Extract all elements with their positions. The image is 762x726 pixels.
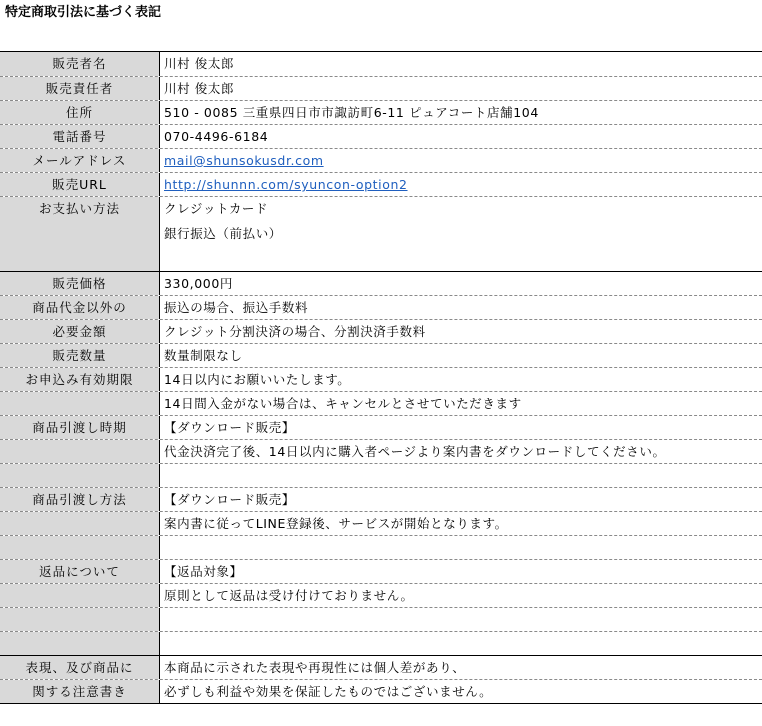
page-title: 特定商取引法に基づく表記 <box>5 5 162 20</box>
row-address <box>0 100 762 124</box>
row-deadline-1 <box>0 367 762 391</box>
row-seller-name <box>0 52 762 76</box>
value-other-cost-1: 振込の場合、振込手数料 <box>164 300 309 315</box>
row-delivery-time-1 <box>0 415 762 439</box>
label-other-cost-2: 必要金額 <box>0 320 160 343</box>
label-phone: 電話番号 <box>0 125 160 148</box>
row-delivery-time-2 <box>0 439 762 463</box>
value-phone: 070-4496-6184 <box>164 129 269 144</box>
label-returns: 返品について <box>0 560 160 583</box>
row-other-cost-2 <box>0 319 762 343</box>
value-delivery-method-2: 案内書に従ってLINE登録後、サービスが開始となります。 <box>164 516 508 531</box>
email-link[interactable]: mail@shunsokusdr.com <box>164 153 324 168</box>
label-price: 販売価格 <box>0 272 160 295</box>
row-payment-method <box>0 196 762 271</box>
row-phone <box>0 124 762 148</box>
value-delivery-time-2: 代金決済完了後、14日以内に購入者ページより案内書をダウンロードしてください。 <box>164 444 666 459</box>
row-responsible <box>0 76 762 100</box>
value-quantity: 数量制限なし <box>164 348 243 363</box>
label-email: メールアドレス <box>0 149 160 172</box>
label-empty <box>0 392 160 415</box>
label-other-cost-1: 商品代金以外の <box>0 296 160 319</box>
row-returns-1 <box>0 559 762 583</box>
label-empty <box>0 440 160 463</box>
row-quantity <box>0 343 762 367</box>
value-notice-2: 必ずしも利益や効果を保証したものではございません。 <box>164 684 493 699</box>
label-seller-name: 販売者名 <box>0 52 160 76</box>
label-empty <box>0 464 160 487</box>
payment-method-1: クレジットカード <box>164 201 269 216</box>
value-returns-1: 【返品対象】 <box>164 564 243 579</box>
value-deadline-1: 14日以内にお願いいたします。 <box>164 372 351 387</box>
row-notice-2 <box>0 679 762 703</box>
row-deadline-2 <box>0 391 762 415</box>
payment-method-2: 銀行振込（前払い） <box>164 226 282 241</box>
label-delivery-method: 商品引渡し方法 <box>0 488 160 511</box>
value-seller-name: 川村 俊太郎 <box>164 56 235 71</box>
label-empty <box>0 608 160 631</box>
row-returns-2 <box>0 583 762 607</box>
label-sales-url: 販売URL <box>0 173 160 196</box>
value-empty <box>160 464 762 487</box>
row-email <box>0 148 762 172</box>
label-empty <box>0 512 160 535</box>
row-delivery-method-1 <box>0 487 762 511</box>
row-other-cost-1 <box>0 295 762 319</box>
row-returns-3 <box>0 607 762 631</box>
label-empty <box>0 632 160 655</box>
legal-notice-table <box>0 51 762 704</box>
label-responsible: 販売責任者 <box>0 77 160 100</box>
row-notice-1 <box>0 655 762 679</box>
value-other-cost-2: クレジット分割決済の場合、分割決済手数料 <box>164 324 426 339</box>
label-payment-method: お支払い方法 <box>0 197 160 271</box>
label-deadline: お申込み有効期限 <box>0 368 160 391</box>
value-responsible: 川村 俊太郎 <box>164 81 235 96</box>
label-quantity: 販売数量 <box>0 344 160 367</box>
value-empty <box>160 536 762 559</box>
label-empty <box>0 584 160 607</box>
value-email <box>160 149 762 172</box>
label-notice-1: 表現、及び商品に <box>0 656 160 679</box>
value-empty <box>160 632 762 655</box>
row-delivery-method-3 <box>0 535 762 559</box>
value-deadline-2: 14日間入金がない場合は、キャンセルとさせていただきます <box>164 396 522 411</box>
row-delivery-method-2 <box>0 511 762 535</box>
row-price <box>0 271 762 295</box>
row-delivery-time-3 <box>0 463 762 487</box>
row-sales-url <box>0 172 762 196</box>
value-empty <box>160 608 762 631</box>
value-payment-method <box>160 197 762 271</box>
value-notice-1: 本商品に示された表現や再現性には個人差があり、 <box>164 660 466 675</box>
value-sales-url <box>160 173 762 196</box>
label-empty <box>0 536 160 559</box>
sales-url-link[interactable]: http://shunnn.com/syuncon-option2 <box>164 177 408 192</box>
label-delivery-time: 商品引渡し時期 <box>0 416 160 439</box>
value-delivery-time-1: 【ダウンロード販売】 <box>164 420 296 435</box>
row-returns-4 <box>0 631 762 655</box>
value-address: 510 - 0085 三重県四日市市諏訪町6-11 ピュアコート店舗104 <box>164 105 539 120</box>
value-returns-2: 原則として返品は受け付けておりません。 <box>164 588 414 603</box>
value-delivery-method-1: 【ダウンロード販売】 <box>164 492 296 507</box>
label-notice-2: 関する注意書き <box>0 680 160 703</box>
label-address: 住所 <box>0 101 160 124</box>
value-price: 330,000円 <box>164 276 233 291</box>
